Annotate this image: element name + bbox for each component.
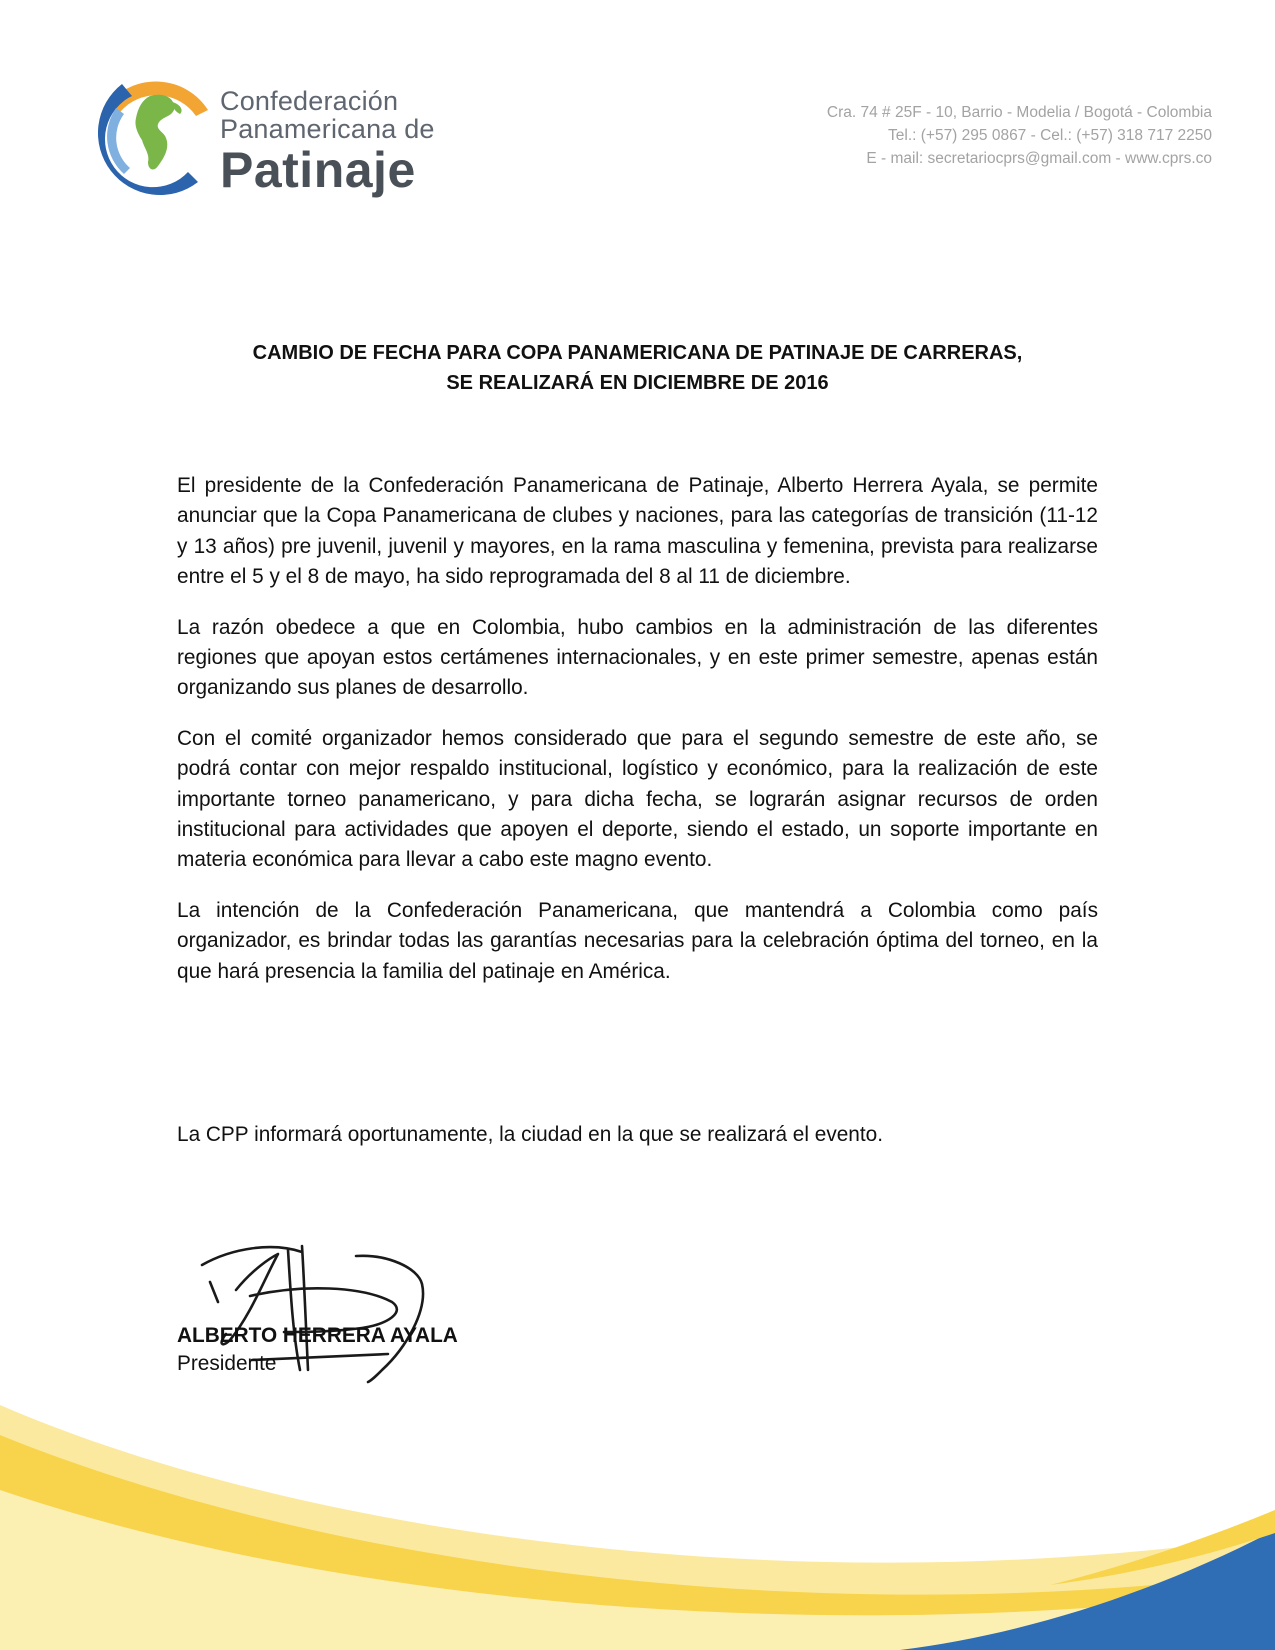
closing-statement: La CPP informará oportunamente, la ciudad en la que se realizará el evento. xyxy=(177,1123,883,1146)
paragraph-4: La intención de la Confederación Panamericana, que mantendrá a Colombia como país organizador, es brindar todas las garantías necesarias para la celebración óptima del torneo, en la que hará presencia la familia del patinaje en América. xyxy=(177,898,1098,983)
signer-name: ALBERTO HERRERA AYALA xyxy=(177,1324,458,1347)
logo-line3: Patinaje xyxy=(220,142,416,198)
contact-email-web: E - mail: secretariocprs@gmail.com - www.cprs.co xyxy=(866,150,1212,167)
title-line2: SE REALIZARÁ EN DICIEMBRE DE 2016 xyxy=(446,372,829,394)
paragraph-1: El presidente de la Confederación Panamericana de Patinaje, Alberto Herrera Ayala, se permite anunciar que la Copa Panamericana de clubes y naciones, para las categorías de transición (11-12 y 13 años) pre juvenil, juvenil y mayores, en la rama masculina y femenina, prevista para realizarse entre el 5 y el 8 de mayo, ha sido reprogramada del 8 al 11 de diciembre. xyxy=(177,474,1098,589)
signer-role: Presidente xyxy=(177,1352,277,1375)
logo-wordmark xyxy=(220,87,435,197)
footer-swoosh xyxy=(0,1395,1275,1650)
document-body xyxy=(177,471,1098,1007)
paragraph-3: Con el comité organizador hemos considerado que para el segundo semestre de este año, se podrá contar con mejor respaldo institucional, logístico y económico, para la realización de este importante torneo panamericano, y para dicha fecha, se lograrán asignar recursos de orden institucional para actividades que apoyen el deporte, siendo el estado, un soporte importante en materia económica para llevar a cabo este magno evento. xyxy=(177,726,1098,872)
contact-phones: Tel.: (+57) 295 0867 - Cel.: (+57) 318 717 2250 xyxy=(888,127,1212,144)
logo-line2: Panamericana de xyxy=(220,114,435,144)
globe-logo-icon xyxy=(80,62,220,202)
logo-line1: Confederación xyxy=(220,86,399,116)
document-title xyxy=(150,338,1125,398)
signature-block xyxy=(177,1220,677,1400)
contact-address: Cra. 74 # 25F - 10, Barrio - Modelia / Bogotá - Colombia xyxy=(826,104,1212,121)
paragraph-2: La razón obedece a que en Colombia, hubo cambios en la administración de las diferentes regiones que apoyan estos certámenes internacionales, y en este primer semestre, apenas están organizando sus planes de desarrollo. xyxy=(177,615,1098,700)
letterhead xyxy=(0,0,1275,240)
contact-info xyxy=(827,101,1212,170)
organization-logo xyxy=(80,62,440,202)
title-line1: CAMBIO DE FECHA PARA COPA PANAMERICANA DE PATINAJE DE CARRERAS, xyxy=(252,342,1023,364)
